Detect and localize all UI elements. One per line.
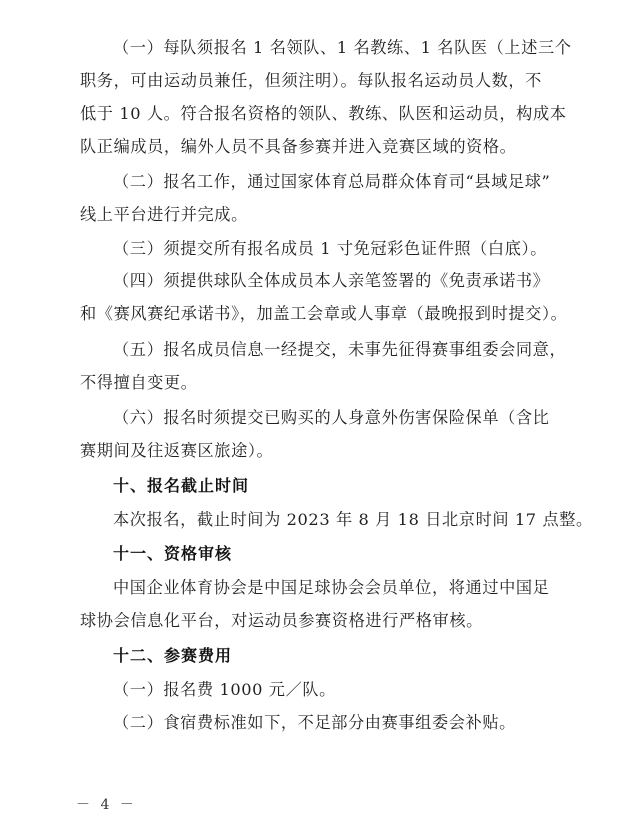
paragraph-3-line-1: （三）须提交所有报名成员 1 寸免冠彩色证件照（白底）。 bbox=[113, 239, 547, 258]
section-11-body-line-1: 中国企业体育协会是中国足球协会会员单位，将通过中国足 bbox=[113, 578, 550, 597]
page-number: － 4 － bbox=[76, 797, 137, 813]
paragraph-2-line-1: （二）报名工作，通过国家体育总局群众体育司“县域足球” bbox=[113, 172, 551, 191]
paragraph-1-line-1: （一）每队须报名 1 名领队、1 名教练、1 名队医（上述三个 bbox=[113, 38, 572, 57]
paragraph-5-line-2: 不得擅自变更。 bbox=[80, 373, 198, 392]
section-12-item-2: （二）食宿费标准如下，不足部分由赛事组委会补贴。 bbox=[113, 713, 516, 732]
paragraph-5-line-1: （五）报名成员信息一经提交，未事先征得赛事组委会同意， bbox=[113, 340, 567, 359]
paragraph-6-line-2: 赛期间及往返赛区旅途）。 bbox=[80, 441, 274, 460]
section-12-item-1: （一）报名费 1000 元／队。 bbox=[113, 680, 336, 699]
section-10-heading: 十、报名截止时间 bbox=[113, 476, 250, 495]
section-11-heading: 十一、资格审核 bbox=[113, 544, 233, 563]
paragraph-4-line-1: （四）须提供球队全体成员本人亲笔签署的《免责承诺书》 bbox=[113, 271, 550, 290]
paragraph-1-line-4: 队正编成员，编外人员不具备参赛并进入竞赛区域的资格。 bbox=[80, 137, 517, 156]
paragraph-4-line-2: 和《赛风赛纪承诺书》，加盖工会章或人事章（最晚报到时提交）。 bbox=[80, 304, 568, 323]
paragraph-2-line-2: 线上平台进行并完成。 bbox=[80, 205, 248, 224]
paragraph-1-line-3: 低于 10 人。符合报名资格的领队、教练、队医和运动员，构成本 bbox=[80, 104, 567, 123]
paragraph-6-line-1: （六）报名时须提交已购买的人身意外伤害保险保单（含比 bbox=[113, 408, 550, 427]
paragraph-1-line-2: 职务，可由运动员兼任，但须注明）。每队报名运动员人数，不 bbox=[80, 71, 542, 90]
section-10-body: 本次报名，截止时间为 2023 年 8 月 18 日北京时间 17 点整。 bbox=[113, 510, 593, 529]
section-11-body-line-2: 球协会信息化平台，对运动员参赛资格进行严格审核。 bbox=[80, 611, 483, 630]
section-12-heading: 十二、参赛费用 bbox=[113, 646, 233, 665]
